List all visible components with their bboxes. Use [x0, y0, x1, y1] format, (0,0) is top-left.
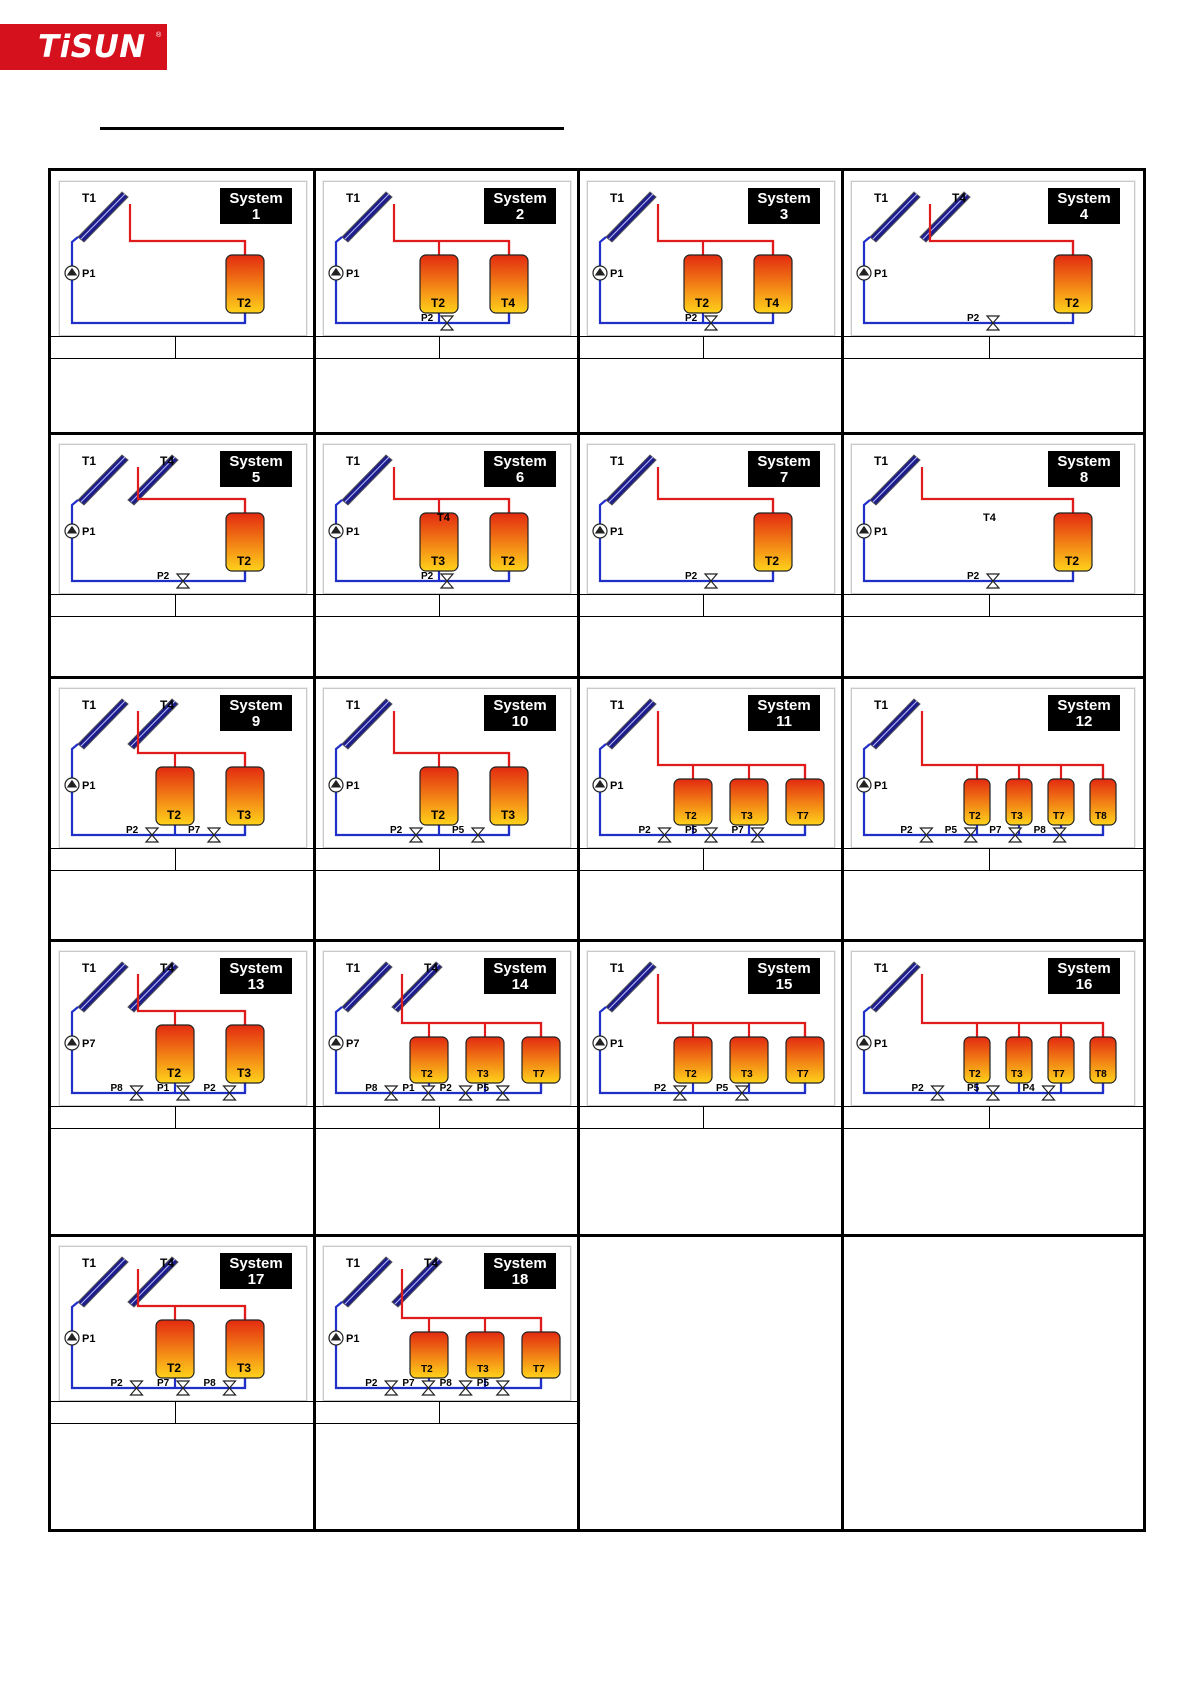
system-label: System	[493, 190, 547, 207]
tank-label: T3	[477, 1364, 489, 1375]
pump-label: P8	[110, 1083, 123, 1094]
system-badge	[748, 451, 820, 487]
cell-rule-split	[703, 848, 704, 870]
pump-label: P5	[476, 1083, 490, 1094]
system-diagram-3	[587, 181, 835, 336]
tank-label: T2	[969, 1069, 981, 1080]
tank-label: T2	[421, 1069, 433, 1080]
system-badge	[220, 1253, 292, 1289]
system-number: 12	[1075, 713, 1093, 730]
cell-rule-top	[843, 848, 1143, 849]
tank-label: T3	[501, 808, 516, 822]
system-number: 8	[1079, 469, 1089, 486]
tank-label: T7	[533, 1069, 545, 1080]
collector-label: T1	[82, 191, 97, 205]
system-number: 7	[779, 469, 789, 486]
pump-icon	[857, 524, 871, 538]
collector-label: T1	[82, 698, 97, 712]
tank-label: T2	[421, 1364, 433, 1375]
system-number: 13	[247, 976, 265, 993]
row-divider	[51, 432, 1143, 435]
collector-label: T1	[610, 698, 625, 712]
pump-icon	[329, 1036, 343, 1050]
cell-rule-bottom	[51, 870, 315, 871]
pump-label: P1	[82, 526, 96, 538]
pump-label: P7	[346, 1038, 360, 1050]
tank-label: T2	[237, 296, 252, 310]
return-pipe	[72, 237, 245, 323]
pump-icon	[593, 266, 607, 280]
pump-label: P8	[439, 1378, 452, 1389]
collector-label: T1	[82, 454, 97, 468]
system-badge	[220, 188, 292, 224]
collector-label: T4	[160, 1256, 175, 1270]
pump-label: P1	[610, 268, 624, 280]
collector-label: T1	[610, 454, 625, 468]
collector-label: T1	[346, 454, 361, 468]
system-diagram-12	[851, 688, 1135, 848]
system-label: System	[229, 960, 283, 977]
collector-label: T4	[952, 191, 967, 205]
collector-label: T1	[610, 961, 625, 975]
pump-label: P2	[900, 825, 913, 836]
pump-icon	[857, 266, 871, 280]
collector-label: T1	[874, 698, 889, 712]
system-label: System	[1057, 697, 1111, 714]
pump-label: P1	[610, 1038, 624, 1050]
tank-label: T8	[1095, 811, 1107, 822]
tank-label: T7	[797, 811, 809, 822]
system-badge	[1048, 958, 1120, 994]
pump-label: P1	[874, 526, 888, 538]
tank-label: T2	[1065, 554, 1080, 568]
cell-rule-split	[703, 594, 704, 616]
collector-label: T4	[160, 454, 175, 468]
pump-label: P2	[390, 825, 403, 836]
pump-label: P2	[421, 571, 434, 582]
cell-rule-split	[175, 336, 176, 358]
cell-rule-split	[439, 1106, 440, 1128]
system-diagram-1	[59, 181, 307, 336]
system-number: 1	[251, 206, 261, 223]
pump-label: P5	[967, 1083, 980, 1094]
collector-label: T4	[424, 961, 439, 975]
pump-label: P2	[654, 1083, 667, 1094]
system-diagram-13	[59, 951, 307, 1106]
system-badge	[1048, 451, 1120, 487]
cell-rule-top	[579, 1106, 843, 1107]
collector-label: T1	[346, 961, 361, 975]
column-divider	[313, 171, 316, 1529]
tank-label: T2	[167, 808, 182, 822]
cell-rule-top	[51, 594, 315, 595]
cell-rule-top	[51, 1401, 315, 1402]
system-badge	[1048, 695, 1120, 731]
cell-rule-bottom	[51, 358, 315, 359]
system-number: 3	[779, 206, 789, 223]
pump-label: P7	[82, 1038, 96, 1050]
pump-label: P7	[157, 1378, 170, 1389]
system-diagram-9	[59, 688, 307, 848]
return-pipe	[600, 500, 773, 581]
pump-label: P2	[421, 313, 434, 324]
cell-rule-bottom	[579, 616, 843, 617]
cell-rule-top	[843, 1106, 1143, 1107]
cell-rule-bottom	[315, 358, 579, 359]
pump-label: P2	[638, 825, 651, 836]
pump-label: P8	[203, 1378, 216, 1389]
cell-rule-bottom	[843, 870, 1143, 871]
sensor-label: T4	[983, 512, 996, 524]
system-label: System	[493, 453, 547, 470]
system-label: System	[757, 453, 811, 470]
pump-label: P2	[203, 1083, 216, 1094]
row-divider	[51, 676, 1143, 679]
pump-label: P2	[439, 1083, 452, 1094]
pump-label: P1	[874, 1038, 888, 1050]
tank-label: T2	[237, 554, 252, 568]
pump-label: P1	[82, 780, 96, 792]
system-number: 9	[251, 713, 261, 730]
system-diagram-17	[59, 1246, 307, 1401]
pump-label: P1	[82, 1333, 96, 1345]
system-label: System	[1057, 960, 1111, 977]
system-label: System	[757, 960, 811, 977]
cell-rule-top	[315, 1401, 579, 1402]
system-badge	[220, 958, 292, 994]
tank-label: T3	[237, 1066, 252, 1080]
pump-icon	[65, 266, 79, 280]
pump-label: P2	[110, 1378, 123, 1389]
cell-rule-bottom	[579, 1128, 843, 1129]
cell-rule-split	[175, 1106, 176, 1128]
cell-rule-bottom	[315, 1128, 579, 1129]
cell-rule-bottom	[315, 1423, 579, 1424]
cell-rule-bottom	[579, 870, 843, 871]
system-diagram-2	[323, 181, 571, 336]
cell-rule-bottom	[315, 616, 579, 617]
system-diagram-16	[851, 951, 1135, 1106]
system-badge	[1048, 188, 1120, 224]
tank-label: T4	[501, 296, 516, 310]
pump-label: P8	[1033, 825, 1046, 836]
pump-label: P1	[346, 1333, 360, 1345]
collector-label: T1	[874, 191, 889, 205]
cell-rule-split	[175, 848, 176, 870]
system-badge	[748, 958, 820, 994]
tank-label: T3	[1011, 1069, 1023, 1080]
cell-rule-split	[175, 594, 176, 616]
cell-rule-top	[51, 1106, 315, 1107]
pump-label: P1	[874, 780, 888, 792]
system-label: System	[493, 697, 547, 714]
system-badge	[220, 451, 292, 487]
cell-rule-split	[703, 336, 704, 358]
tank-label: T2	[765, 554, 780, 568]
pump-icon	[329, 524, 343, 538]
pump-icon	[593, 1036, 607, 1050]
pump-label: P5	[476, 1378, 490, 1389]
tank-label: T2	[501, 554, 516, 568]
cell-rule-bottom	[843, 1128, 1143, 1129]
tank-label: T2	[1065, 296, 1080, 310]
pump-label: P2	[157, 571, 170, 582]
tank-label: T3	[741, 811, 753, 822]
tank-label: T4	[765, 296, 780, 310]
pump-icon	[65, 524, 79, 538]
system-diagram-8	[851, 444, 1135, 594]
tank-label: T2	[685, 811, 697, 822]
collector-label: T4	[424, 1256, 439, 1270]
pump-icon	[329, 1331, 343, 1345]
collector-label: T1	[82, 1256, 97, 1270]
cell-rule-split	[989, 848, 990, 870]
pump-label: P8	[365, 1083, 378, 1094]
cell-rule-bottom	[843, 358, 1143, 359]
cell-rule-split	[989, 336, 990, 358]
pump-label: P1	[346, 526, 360, 538]
tank-label: T7	[797, 1069, 809, 1080]
cell-rule-bottom	[579, 358, 843, 359]
pump-label: P5	[685, 825, 698, 836]
collector-label: T1	[82, 961, 97, 975]
pump-label: P1	[346, 268, 360, 280]
system-number: 2	[515, 206, 525, 223]
cell-rule-bottom	[51, 616, 315, 617]
system-label: System	[229, 697, 283, 714]
tank-label: T2	[695, 296, 710, 310]
tank-label: T3	[431, 554, 446, 568]
pump-label: P1	[610, 526, 624, 538]
collector-label: T4	[160, 961, 175, 975]
title-underline	[100, 127, 564, 130]
tank-label: T7	[1053, 811, 1065, 822]
tank-label: T3	[741, 1069, 753, 1080]
pump-label: P5	[716, 1083, 729, 1094]
pump-label: P1	[874, 268, 888, 280]
return-pipe	[72, 500, 245, 581]
pump-label: P2	[126, 825, 139, 836]
tank-label: T3	[237, 1361, 252, 1375]
system-label: System	[1057, 190, 1111, 207]
system-badge	[748, 695, 820, 731]
system-label: System	[493, 1255, 547, 1272]
pump-label: P7	[989, 825, 1002, 836]
system-diagram-6	[323, 444, 571, 594]
system-diagram-14	[323, 951, 571, 1106]
system-diagram-7	[587, 444, 835, 594]
pump-label: P2	[967, 313, 980, 324]
system-badge	[484, 188, 556, 224]
pump-icon	[329, 266, 343, 280]
cell-rule-top	[579, 336, 843, 337]
tank-label: T3	[1011, 811, 1023, 822]
cell-rule-bottom	[51, 1423, 315, 1424]
cell-rule-top	[579, 848, 843, 849]
pump-icon	[65, 1036, 79, 1050]
pump-label: P4	[1022, 1083, 1035, 1094]
collector-label: T1	[610, 191, 625, 205]
cell-rule-split	[703, 1106, 704, 1128]
return-pipe	[864, 237, 1073, 323]
row-divider	[51, 1234, 1143, 1237]
pump-label: P2	[685, 313, 698, 324]
system-number: 15	[775, 976, 793, 993]
pump-label: P1	[82, 268, 96, 280]
cell-rule-top	[315, 848, 579, 849]
logo-wordmark: TiSUN	[38, 29, 146, 65]
system-badge	[484, 958, 556, 994]
pump-label: P1	[610, 780, 624, 792]
system-number: 4	[1079, 206, 1089, 223]
system-badge	[484, 451, 556, 487]
cell-rule-top	[315, 1106, 579, 1107]
pump-label: P7	[731, 825, 744, 836]
pump-label: P2	[967, 571, 980, 582]
system-diagram-15	[587, 951, 835, 1106]
system-label: System	[229, 453, 283, 470]
system-number: 17	[247, 1271, 265, 1288]
tisun-logo	[0, 24, 167, 70]
cell-rule-split	[439, 1401, 440, 1423]
collector-label: T1	[874, 454, 889, 468]
collector-label: T1	[346, 191, 361, 205]
pump-label: P7	[188, 825, 201, 836]
row-divider	[51, 939, 1143, 942]
tank-label: T2	[969, 811, 981, 822]
pump-label: P5	[452, 825, 465, 836]
pump-icon	[65, 1331, 79, 1345]
return-pipe	[864, 500, 1073, 581]
cell-rule-top	[51, 336, 315, 337]
system-label: System	[229, 190, 283, 207]
pump-icon	[593, 524, 607, 538]
system-label: System	[229, 1255, 283, 1272]
system-number: 5	[251, 469, 261, 486]
tank-label: T2	[167, 1361, 182, 1375]
system-badge	[484, 695, 556, 731]
system-diagram-18	[323, 1246, 571, 1401]
collector-label: T1	[346, 698, 361, 712]
system-label: System	[1057, 453, 1111, 470]
cell-rule-bottom	[843, 616, 1143, 617]
tank-label: T3	[237, 808, 252, 822]
tank-label: T2	[685, 1069, 697, 1080]
pump-icon	[857, 778, 871, 792]
cell-rule-top	[843, 594, 1143, 595]
tank-label: T2	[167, 1066, 182, 1080]
cell-rule-top	[843, 336, 1143, 337]
cell-rule-top	[315, 336, 579, 337]
pump-icon	[65, 778, 79, 792]
system-badge	[748, 188, 820, 224]
system-label: System	[757, 697, 811, 714]
cell-rule-split	[439, 336, 440, 358]
pump-icon	[593, 778, 607, 792]
tank-label: T2	[431, 296, 446, 310]
collector-label: T1	[346, 1256, 361, 1270]
tank-label: T7	[1053, 1069, 1065, 1080]
collector-label: T1	[874, 961, 889, 975]
pump-label: P7	[402, 1378, 415, 1389]
cell-rule-top	[51, 848, 315, 849]
system-badge	[220, 695, 292, 731]
system-number: 10	[511, 713, 529, 730]
cell-rule-split	[439, 594, 440, 616]
tank-label: T2	[431, 808, 446, 822]
system-label: System	[493, 960, 547, 977]
pump-icon	[329, 778, 343, 792]
tank-label: T3	[477, 1069, 489, 1080]
cell-rule-top	[315, 594, 579, 595]
system-number: 18	[511, 1271, 529, 1288]
sensor-label: T4	[437, 512, 450, 524]
column-divider	[577, 171, 580, 1529]
cell-rule-split	[439, 848, 440, 870]
collector-label: T4	[160, 698, 175, 712]
system-badge	[484, 1253, 556, 1289]
pump-label: P2	[365, 1378, 378, 1389]
system-number: 6	[515, 469, 525, 486]
pump-label: P2	[685, 571, 698, 582]
pump-label: P1	[157, 1083, 170, 1094]
cell-rule-split	[989, 594, 990, 616]
column-divider	[841, 171, 844, 1529]
tank-label: T7	[533, 1364, 545, 1375]
cell-rule-bottom	[51, 1128, 315, 1129]
system-diagram-5	[59, 444, 307, 594]
system-number: 16	[1075, 976, 1093, 993]
tank-label: T8	[1095, 1069, 1107, 1080]
cell-rule-split	[175, 1401, 176, 1423]
registered-mark: ®	[156, 32, 162, 39]
pump-label: P2	[911, 1083, 924, 1094]
system-number: 11	[776, 713, 792, 730]
system-diagram-10	[323, 688, 571, 848]
pump-label: P1	[346, 780, 360, 792]
cell-rule-bottom	[315, 870, 579, 871]
system-number: 14	[511, 976, 529, 993]
pump-icon	[857, 1036, 871, 1050]
pump-label: P5	[944, 825, 958, 836]
system-diagram-11	[587, 688, 835, 848]
system-overview-table	[48, 168, 1146, 1532]
cell-rule-top	[579, 594, 843, 595]
pump-label: P1	[402, 1083, 415, 1094]
system-diagram-4	[851, 181, 1135, 336]
system-label: System	[757, 190, 811, 207]
cell-rule-split	[989, 1106, 990, 1128]
